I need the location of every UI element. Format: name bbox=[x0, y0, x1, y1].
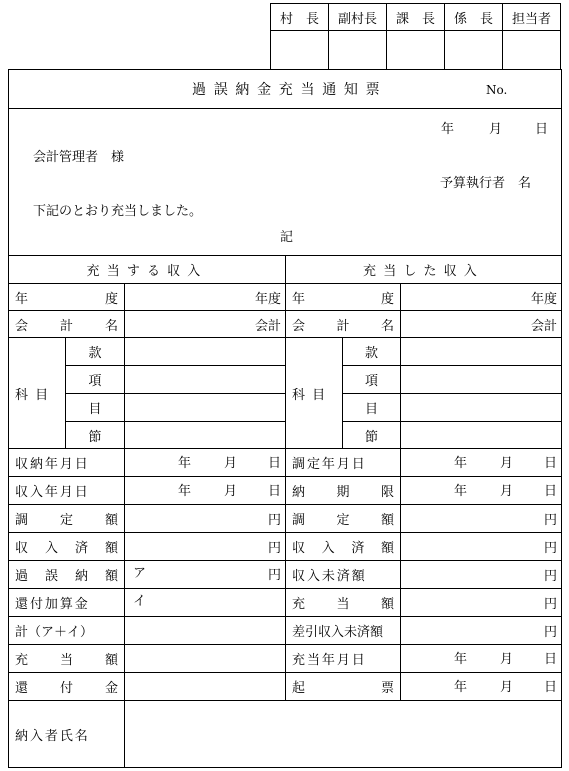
date-year-unit: 年 bbox=[454, 680, 468, 695]
stamp-box[interactable] bbox=[386, 30, 445, 70]
right-assess-date-label bbox=[285, 448, 401, 477]
yen-unit: 円 bbox=[543, 541, 557, 556]
c1: 納 bbox=[292, 485, 306, 500]
left-received-inner bbox=[15, 537, 124, 556]
left-assessed-label bbox=[8, 504, 125, 533]
right-subject-kou bbox=[342, 365, 401, 394]
right-year-label-inner bbox=[292, 288, 400, 307]
left-account-label-inner bbox=[15, 315, 124, 334]
right-received-field[interactable] bbox=[400, 532, 562, 561]
date-month-unit: 月 bbox=[224, 456, 238, 471]
c1: 充 bbox=[15, 653, 29, 668]
left-year-field[interactable] bbox=[124, 283, 286, 311]
right-account-label bbox=[285, 310, 401, 338]
c3: 納 bbox=[74, 569, 88, 584]
left-applied-label bbox=[8, 644, 125, 673]
c2: 入 bbox=[44, 541, 58, 556]
left-applied-field[interactable] bbox=[124, 644, 286, 673]
c1: 会 bbox=[292, 318, 306, 334]
right-section-title bbox=[285, 255, 562, 284]
right-issue-date-field[interactable] bbox=[400, 672, 562, 701]
left-refund-label bbox=[8, 672, 125, 701]
date-month-unit: 月 bbox=[500, 456, 514, 471]
left-income-date-text: 収入年月日 bbox=[15, 485, 90, 500]
yen-unit: 円 bbox=[543, 569, 557, 584]
date-year-unit: 年 bbox=[454, 652, 468, 667]
left-subject-moku-field[interactable] bbox=[124, 393, 286, 422]
approval-header-text: 村 長 bbox=[279, 11, 319, 27]
c3: 限 bbox=[380, 485, 394, 500]
notice-text: 下記のとおり充当しました。 bbox=[33, 204, 203, 219]
left-received-label bbox=[8, 532, 125, 561]
left-subject-label bbox=[8, 337, 66, 449]
left-subject-setsu-field[interactable] bbox=[124, 421, 286, 449]
right-unreceived-field[interactable] bbox=[400, 560, 562, 589]
left-account-field[interactable] bbox=[124, 310, 286, 338]
left-subject-kan-field[interactable] bbox=[124, 337, 286, 366]
left-receipt-date-field[interactable] bbox=[124, 448, 286, 477]
left-total-field[interactable] bbox=[124, 616, 286, 645]
right-account-field[interactable] bbox=[400, 310, 562, 338]
left-subject-kou-field[interactable] bbox=[124, 365, 286, 394]
date-day-unit: 日 bbox=[544, 484, 558, 499]
c2: 当 bbox=[336, 597, 350, 612]
c3: 額 bbox=[104, 653, 118, 668]
stamp-box[interactable] bbox=[444, 30, 503, 70]
left-overpaid-inner bbox=[15, 565, 124, 584]
yen-unit: 円 bbox=[268, 568, 282, 583]
yen-unit: 円 bbox=[543, 513, 557, 528]
right-unreceived-label bbox=[285, 560, 401, 589]
payer-name-label bbox=[8, 700, 125, 768]
left-applied-inner bbox=[15, 649, 124, 668]
right-assess-date-text: 調定年月日 bbox=[292, 457, 367, 472]
addressee: 会計管理者 様 bbox=[33, 150, 125, 165]
c2: 票 bbox=[380, 681, 394, 696]
ki-label: 記 bbox=[280, 230, 294, 245]
right-unreceived-text: 収入未済額 bbox=[292, 569, 367, 584]
c2: 入 bbox=[321, 541, 335, 556]
left-assessed-inner bbox=[15, 509, 124, 528]
right-subject-setsu-field[interactable] bbox=[400, 421, 562, 449]
right-received-label bbox=[285, 532, 401, 561]
date-month-unit: 月 bbox=[224, 484, 238, 499]
left-year-label bbox=[8, 283, 125, 311]
right-due-label bbox=[285, 476, 401, 505]
c4: 額 bbox=[104, 569, 118, 584]
right-year-field[interactable] bbox=[400, 283, 562, 311]
left-assessed-field[interactable] bbox=[124, 504, 286, 533]
date-year-unit: 年 bbox=[178, 484, 192, 499]
right-subject-label bbox=[285, 337, 343, 449]
mark-a: ア bbox=[133, 566, 147, 581]
left-account-unit: 会計 bbox=[254, 318, 281, 334]
left-subject-kou bbox=[65, 365, 125, 394]
stamp-box[interactable] bbox=[502, 30, 561, 70]
notice-block bbox=[8, 108, 562, 256]
c1: 調 bbox=[292, 513, 306, 528]
right-applied-date-field[interactable] bbox=[400, 644, 562, 673]
right-assessed-label bbox=[285, 504, 401, 533]
c2: 誤 bbox=[44, 569, 58, 584]
c1: 充 bbox=[292, 597, 306, 612]
date-year-unit: 年 bbox=[454, 484, 468, 499]
right-applied-inner bbox=[292, 593, 400, 612]
right-subject-kan bbox=[342, 337, 401, 366]
c4: 額 bbox=[104, 541, 118, 556]
left-subject-kan bbox=[65, 337, 125, 366]
left-refund-interest-field[interactable] bbox=[124, 588, 286, 617]
number-label: No. bbox=[486, 83, 508, 97]
c3: 名 bbox=[380, 318, 394, 334]
right-applied-date-label bbox=[285, 644, 401, 673]
notice-date-day: 日 bbox=[535, 122, 549, 137]
c3: 済 bbox=[351, 541, 365, 556]
left-year-unit: 年度 bbox=[254, 291, 281, 307]
subject-item-text: 目 bbox=[364, 402, 378, 417]
right-assessed-field[interactable] bbox=[400, 504, 562, 533]
subject-item-text: 節 bbox=[88, 429, 102, 445]
approval-header-subsection-chief bbox=[444, 3, 503, 31]
stamp-box[interactable] bbox=[328, 30, 387, 70]
c3: 金 bbox=[104, 681, 118, 696]
right-account-label-inner bbox=[292, 315, 400, 334]
section-title-text: 充当した収入 bbox=[363, 264, 484, 279]
section-title-text: 充当する収入 bbox=[86, 264, 208, 279]
approval-header-section-chief bbox=[386, 3, 445, 31]
form-title: 過誤納金充当通知票 bbox=[192, 82, 388, 98]
c2: 定 bbox=[336, 513, 350, 528]
left-receipt-date-text: 収納年月日 bbox=[15, 457, 90, 472]
c3: 額 bbox=[104, 513, 118, 528]
approval-header-mayor bbox=[270, 3, 329, 31]
right-year-label bbox=[285, 283, 401, 311]
left-refund-inner bbox=[15, 677, 124, 696]
c1: 過 bbox=[15, 569, 29, 584]
approval-header-text: 課 長 bbox=[395, 11, 435, 27]
subject-item-text: 目 bbox=[88, 402, 102, 417]
left-income-date-label bbox=[8, 476, 125, 505]
mark-i: イ bbox=[133, 594, 147, 609]
right-subject-text: 科目 bbox=[292, 387, 333, 403]
right-due-inner bbox=[292, 481, 400, 500]
right-net-unreceived-text: 差引収入未済額 bbox=[292, 625, 384, 640]
left-subject-moku bbox=[65, 393, 125, 422]
c3: 額 bbox=[380, 597, 394, 612]
c1: 収 bbox=[292, 541, 306, 556]
left-account-label-c: 名 bbox=[104, 318, 118, 334]
right-net-unreceived-label bbox=[285, 616, 401, 645]
yen-unit: 円 bbox=[267, 513, 281, 528]
c4: 額 bbox=[380, 541, 394, 556]
date-day-unit: 日 bbox=[268, 484, 282, 499]
c1: 収 bbox=[15, 541, 29, 556]
yen-unit: 円 bbox=[267, 541, 281, 556]
subject-item-text: 款 bbox=[88, 346, 102, 361]
c1: 年 bbox=[292, 291, 306, 307]
right-subject-kan-field[interactable] bbox=[400, 337, 562, 366]
c2: 定 bbox=[59, 513, 73, 528]
approval-header-deputy bbox=[328, 3, 387, 31]
c1: 起 bbox=[292, 681, 306, 696]
right-assess-date-field[interactable] bbox=[400, 448, 562, 477]
right-issue-inner bbox=[292, 677, 400, 696]
date-month-unit: 月 bbox=[500, 484, 514, 499]
stamp-box[interactable] bbox=[270, 30, 329, 70]
date-day-unit: 日 bbox=[544, 652, 558, 667]
right-applied-label bbox=[285, 588, 401, 617]
date-year-unit: 年 bbox=[178, 456, 192, 471]
right-year-unit: 年度 bbox=[530, 291, 557, 307]
left-account-label-a: 会 bbox=[15, 318, 29, 334]
approval-header-text: 副村長 bbox=[337, 11, 377, 27]
c2: 付 bbox=[59, 681, 73, 696]
left-refund-interest-label bbox=[8, 588, 125, 617]
date-month-unit: 月 bbox=[500, 680, 514, 695]
right-subject-moku bbox=[342, 393, 401, 422]
left-year-label-inner bbox=[15, 288, 124, 307]
left-overpaid-label bbox=[8, 560, 125, 589]
left-year-label-b: 度 bbox=[104, 291, 118, 307]
budget-executor: 予算執行者 名 bbox=[440, 176, 532, 191]
left-subject-text: 科目 bbox=[15, 387, 56, 403]
right-applied-date-text: 充当年月日 bbox=[292, 653, 367, 668]
right-subject-kou-field[interactable] bbox=[400, 365, 562, 394]
subject-item-text: 項 bbox=[88, 374, 102, 389]
right-assessed-inner bbox=[292, 509, 400, 528]
right-subject-setsu bbox=[342, 421, 401, 449]
left-received-field[interactable] bbox=[124, 532, 286, 561]
right-net-unreceived-field[interactable] bbox=[400, 616, 562, 645]
right-issue-label bbox=[285, 672, 401, 701]
payer-name-field[interactable] bbox=[124, 700, 562, 768]
subject-item-text: 項 bbox=[364, 374, 378, 389]
notice-date-month: 月 bbox=[489, 122, 503, 137]
date-month-unit: 月 bbox=[500, 652, 514, 667]
approval-header-staff bbox=[502, 3, 561, 31]
approval-header-text: 係 長 bbox=[453, 11, 493, 27]
left-total-text: 計（ア＋イ） bbox=[15, 625, 94, 640]
right-subject-moku-field[interactable] bbox=[400, 393, 562, 422]
subject-item-text: 款 bbox=[364, 346, 378, 361]
left-section-title bbox=[8, 255, 286, 284]
right-applied-field[interactable] bbox=[400, 588, 562, 617]
c1: 調 bbox=[15, 513, 29, 528]
yen-unit: 円 bbox=[543, 625, 557, 640]
payer-name-text: 納入者氏名 bbox=[15, 728, 90, 744]
yen-unit: 円 bbox=[543, 597, 557, 612]
date-year-unit: 年 bbox=[454, 456, 468, 471]
c2: 期 bbox=[336, 485, 350, 500]
left-receipt-date-label bbox=[8, 448, 125, 477]
notice-date-year: 年 bbox=[441, 122, 455, 137]
c3: 済 bbox=[74, 541, 88, 556]
right-received-inner bbox=[292, 537, 400, 556]
date-day-unit: 日 bbox=[268, 456, 282, 471]
left-total-label bbox=[8, 616, 125, 645]
date-day-unit: 日 bbox=[544, 680, 558, 695]
left-account-label bbox=[8, 310, 125, 338]
c1: 還 bbox=[15, 681, 29, 696]
right-due-field[interactable] bbox=[400, 476, 562, 505]
c2: 当 bbox=[59, 653, 73, 668]
right-account-unit: 会計 bbox=[530, 318, 557, 334]
left-overpaid-field[interactable] bbox=[124, 560, 286, 589]
approval-header-text: 担当者 bbox=[511, 11, 551, 27]
subject-item-text: 節 bbox=[364, 429, 378, 445]
left-refund-interest-text: 還付加算金 bbox=[15, 597, 90, 612]
date-day-unit: 日 bbox=[544, 456, 558, 471]
left-subject-setsu bbox=[65, 421, 125, 449]
title-row bbox=[8, 69, 562, 109]
left-income-date-field[interactable] bbox=[124, 476, 286, 505]
left-account-label-b: 計 bbox=[59, 318, 73, 334]
left-year-label-a: 年 bbox=[15, 291, 29, 307]
left-refund-field[interactable] bbox=[124, 672, 286, 701]
c2: 度 bbox=[380, 291, 394, 307]
c2: 計 bbox=[336, 318, 350, 334]
c3: 額 bbox=[380, 513, 394, 528]
